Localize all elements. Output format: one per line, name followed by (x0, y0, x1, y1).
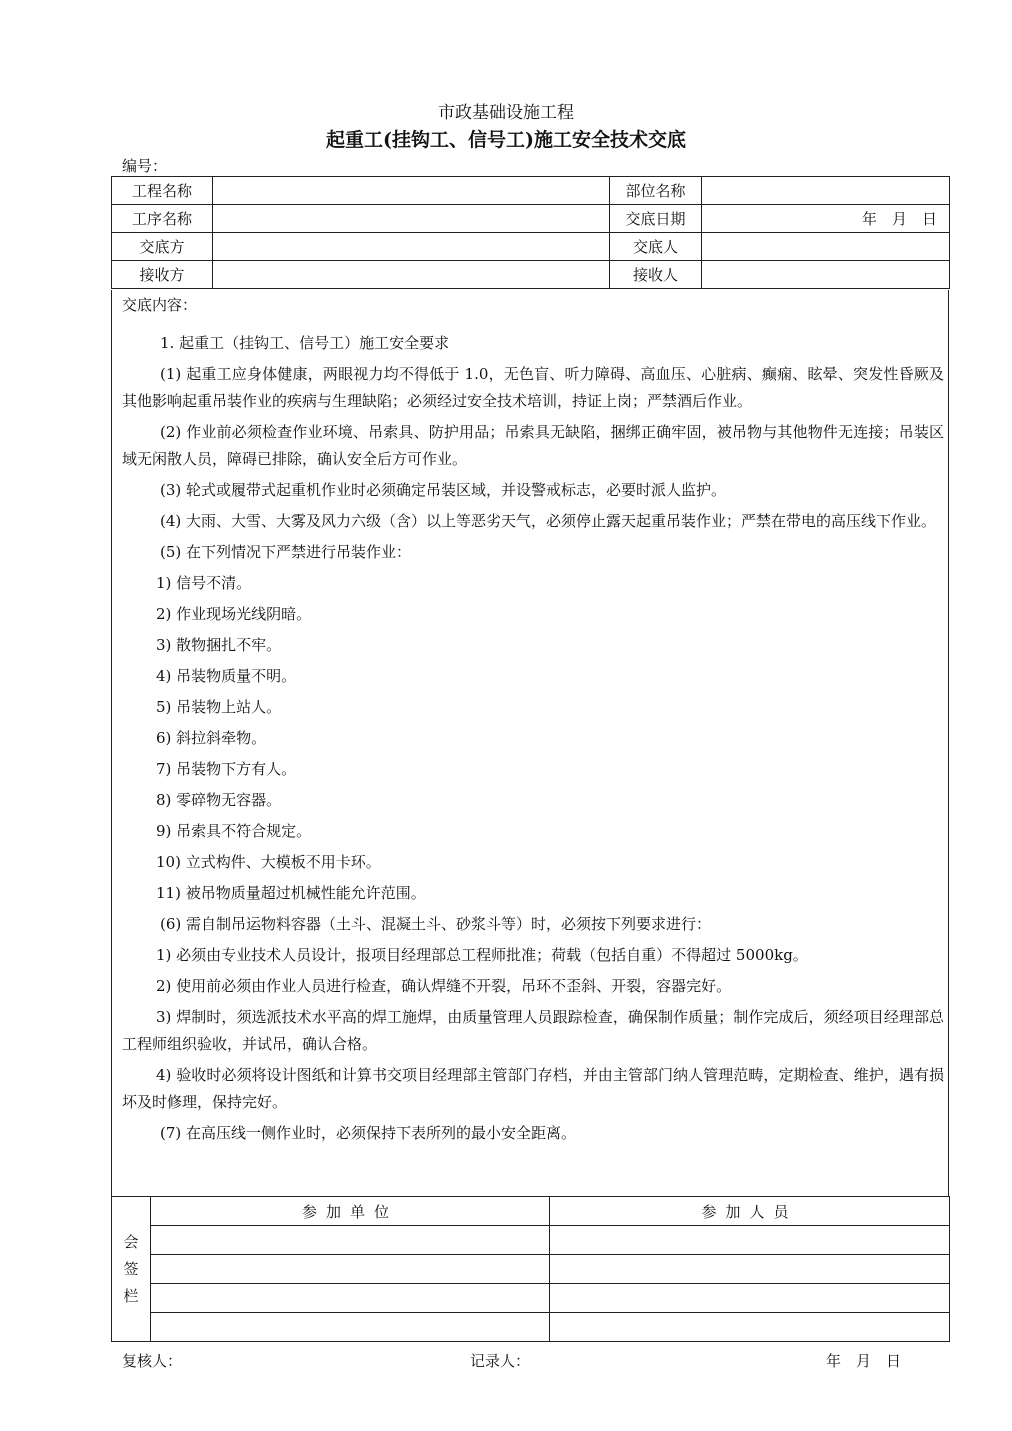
info-table (111, 176, 950, 289)
participating-person-field[interactable] (550, 1226, 950, 1255)
list-item: 6) 斜拉斜牵物。 (156, 729, 267, 747)
participating-unit-field[interactable] (151, 1284, 550, 1313)
list-item: 4) 吊装物质量不明。 (156, 667, 297, 685)
serial-number-label: 编号： (122, 157, 168, 175)
receiver-party-field[interactable] (213, 261, 610, 289)
list-item: 3) 焊制时，须选派技术水平高的焊工施焊，由质量管理人员跟踪检查，确保制作质量；制作完成后，须经项目经理部总工程师组织验收，并试吊，确认合格。 (122, 1008, 944, 1053)
handover-date-label: 交底日期 (610, 205, 702, 233)
content-paragraph: (6) 需自制吊运物料容器（土斗、混凝土斗、砂浆斗等）时，必须按下列要求进行： (160, 915, 712, 933)
list-item: 3) 散物捆扎不牢。 (156, 636, 282, 654)
signoff-side-char: 会 (123, 1232, 139, 1251)
list-item: 1) 必须由专业技术人员设计，报项目经理部总工程师批准；荷载（包括自重）不得超过 5000kg。 (156, 946, 808, 964)
participating-unit-field[interactable] (151, 1226, 550, 1255)
signoff-table (111, 1196, 950, 1342)
table-row (112, 1284, 950, 1313)
handover-party-label: 交底方 (112, 233, 213, 261)
participating-person-field[interactable] (550, 1255, 950, 1284)
content-paragraph: (7) 在高压线一侧作业时，必须保持下表所列的最小安全距离。 (160, 1124, 577, 1142)
project-name-label: 工程名称 (112, 177, 213, 205)
table-row (112, 1313, 950, 1342)
signoff-side-char: 签 (123, 1259, 139, 1278)
part-name-label: 部位名称 (610, 177, 702, 205)
list-item: 5) 吊装物上站人。 (156, 698, 282, 716)
handover-person-field[interactable] (702, 233, 950, 261)
document-title: 起重工(挂钩工、信号工)施工安全技术交底 (326, 129, 686, 151)
table-row (112, 1197, 950, 1226)
list-item: 7) 吊装物下方有人。 (156, 760, 297, 778)
recorder-label: 记录人： (470, 1352, 531, 1370)
table-row (112, 205, 950, 233)
participating-person-header: 参加人员 (550, 1197, 950, 1226)
reviewer-label: 复核人： (122, 1352, 183, 1370)
document-subtitle: 市政基础设施工程 (438, 103, 574, 123)
receiver-person-label: 接收人 (610, 261, 702, 289)
handover-date-field[interactable]: 年 月 日 (702, 205, 950, 233)
content-paragraph: (2) 作业前必须检查作业环境、吊索具、防护用品；吊索具无缺陷，捆绑正确牢固，被吊物与其他物件无连接；吊装区域无闲散人员，障碍已排除，确认安全后方可作业。 (122, 423, 944, 468)
content-paragraph: (3) 轮式或履带式起重机作业时必须确定吊装区域，并设警戒标志，必要时派人监护。 (160, 481, 727, 499)
footer-date: 年 月 日 (826, 1352, 902, 1370)
content-paragraph: (1) 起重工应身体健康，两眼视力均不得低于 1.0，无色盲、听力障碍、高血压、心脏病、癫痫、眩晕、突发性昏厥及其他影响起重吊装作业的疾病与生理缺陷；必须经过安全技术培训，持证上岗；严禁酒后作业。 (122, 365, 944, 410)
list-item: 10) 立式构件、大模板不用卡环。 (156, 853, 381, 871)
participating-unit-header: 参加单位 (151, 1197, 550, 1226)
list-item: 1) 信号不清。 (156, 574, 252, 592)
handover-party-field[interactable] (213, 233, 610, 261)
signoff-side-char: 栏 (123, 1286, 139, 1305)
receiver-party-label: 接收方 (112, 261, 213, 289)
participating-unit-field[interactable] (151, 1313, 550, 1342)
receiver-person-field[interactable] (702, 261, 950, 289)
participating-unit-field[interactable] (151, 1255, 550, 1284)
table-row (112, 233, 950, 261)
table-row (112, 1255, 950, 1284)
participating-person-field[interactable] (550, 1313, 950, 1342)
table-row (112, 261, 950, 289)
list-item: 2) 作业现场光线阴暗。 (156, 605, 312, 623)
content-paragraph: (5) 在下列情况下严禁进行吊装作业： (160, 543, 412, 561)
signoff-side-label (112, 1197, 151, 1342)
content-section (111, 290, 949, 1196)
content-body (122, 330, 944, 1151)
list-item: 9) 吊索具不符合规定。 (156, 822, 312, 840)
table-row (112, 177, 950, 205)
list-item: 4) 验收时必须将设计图纸和计算书交项目经理部主管部门存档，并由主管部门纳人管理范畴，定期检查、维护，遇有损坏及时修理，保持完好。 (122, 1066, 944, 1111)
table-row (112, 1226, 950, 1255)
content-paragraph: (4) 大雨、大雪、大雾及风力六级（含）以上等恶劣天气，必须停止露天起重吊装作业；严禁在带电的高压线下作业。 (160, 512, 937, 530)
process-name-label: 工序名称 (112, 205, 213, 233)
list-item: 11) 被吊物质量超过机械性能允许范围。 (156, 884, 426, 902)
project-name-field[interactable] (213, 177, 610, 205)
list-item: 8) 零碎物无容器。 (156, 791, 282, 809)
content-paragraph: 1. 起重工（挂钩工、信号工）施工安全要求 (160, 334, 450, 352)
handover-person-label: 交底人 (610, 233, 702, 261)
process-name-field[interactable] (213, 205, 610, 233)
participating-person-field[interactable] (550, 1284, 950, 1313)
part-name-field[interactable] (702, 177, 950, 205)
content-label: 交底内容： (122, 296, 198, 314)
list-item: 2) 使用前必须由作业人员进行检查，确认焊缝不开裂，吊环不歪斜、开裂，容器完好。 (156, 977, 732, 995)
